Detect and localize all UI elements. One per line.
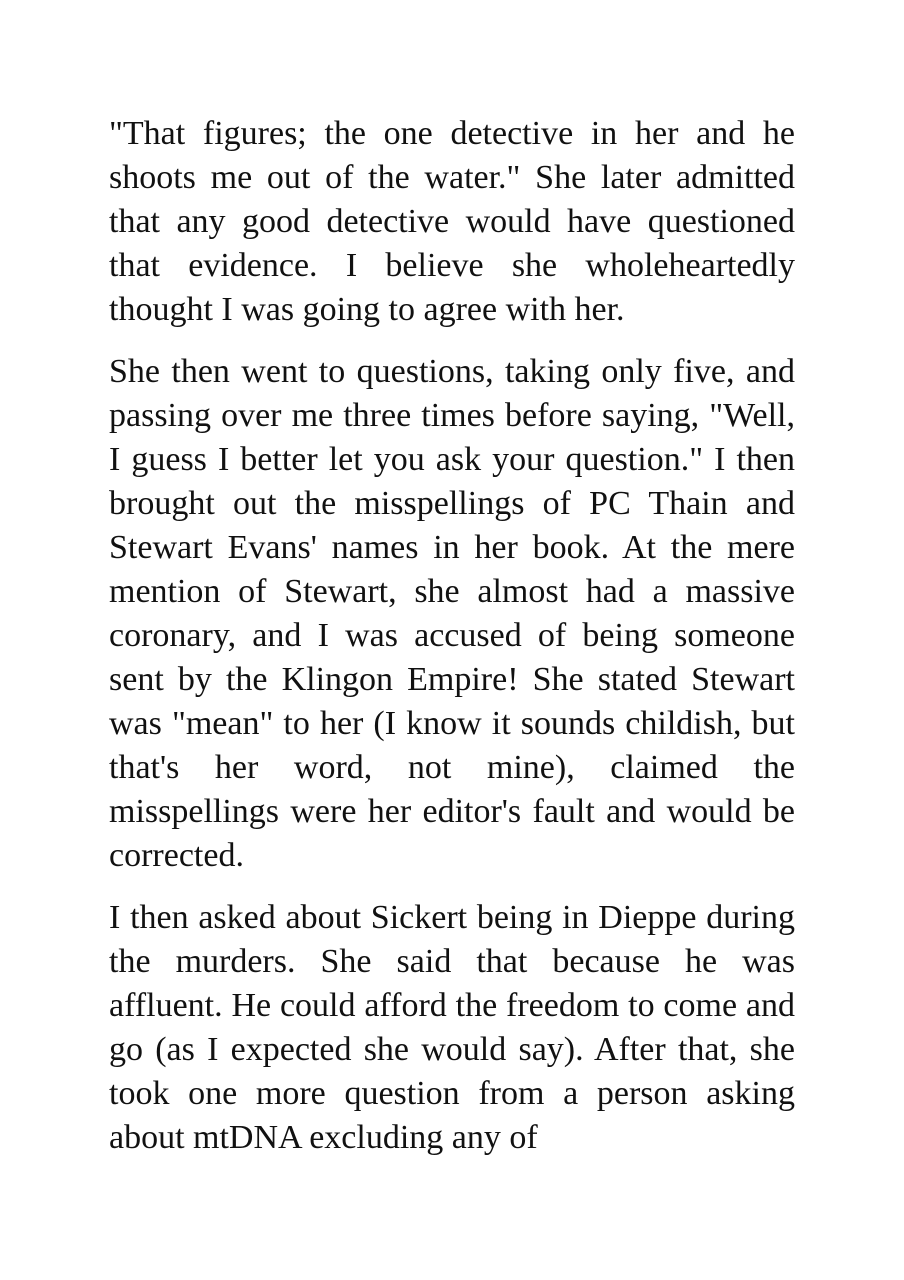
paragraph-3: I then asked about Sickert being in Dieppe during the murders. She said that because he was affluent. He could afford the freedom to come and go (as I expected she would say). After that, she took one more question from a person asking about mtDNA excluding any of [109,899,795,1156]
paragraph-1: "That figures; the one detective in her and he shoots me out of the water." She later admitted that any good detective would have questioned that evidence. I believe she wholeheartedly thought I was going to agree with her. [109,115,795,328]
paragraph-2: She then went to questions, taking only five, and passing over me three times before saying, "Well, I guess I better let you ask your question." I then brought out the misspellings of PC Thain and Stewart Evans' names in her book. At the mere mention of Stewart, she almost had a massive coronary, and I was accused of being someone sent by the Klingon Empire! She stated Stewart was "mean" to her (I know it sounds childish, but that's her word, not mine), claimed the misspellings were her editor's fault and would be corrected. [109,353,795,874]
document-page [109,112,795,1178]
